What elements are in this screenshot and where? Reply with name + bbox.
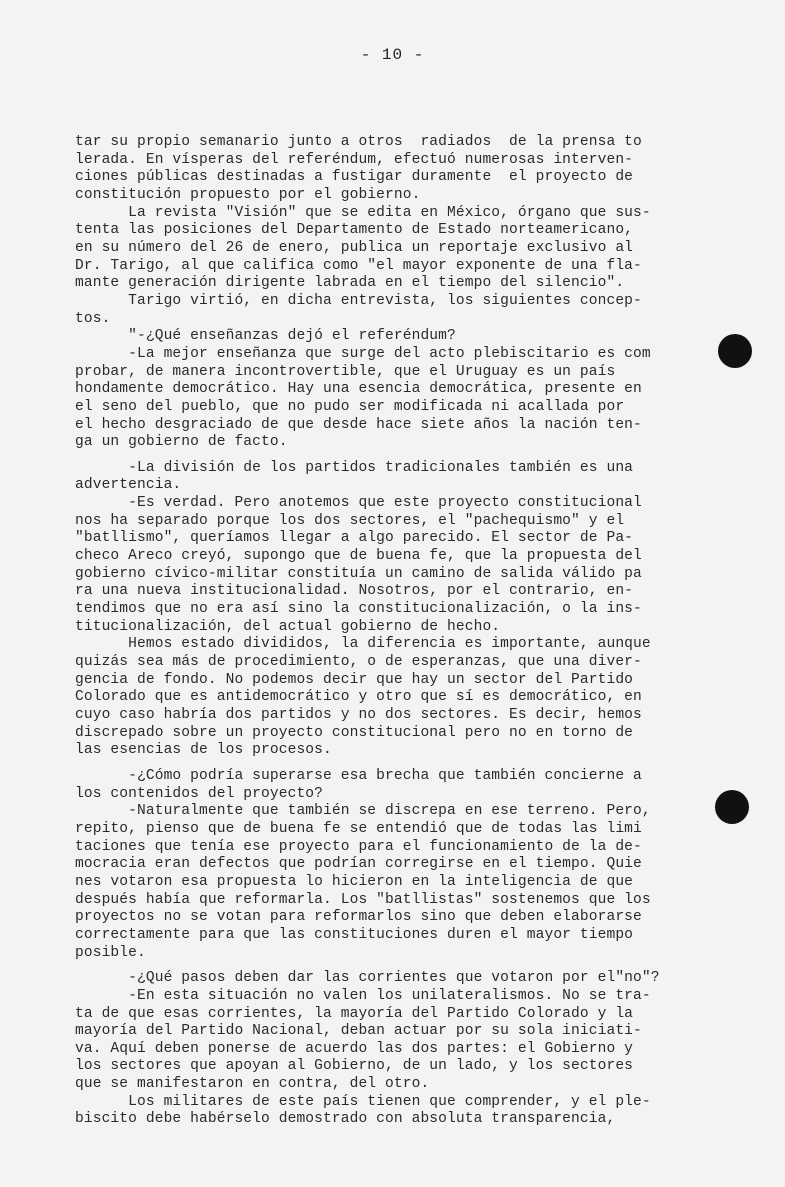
text-line: -¿Qué pasos deben dar las corrientes que votaron por el"no"? bbox=[75, 970, 660, 987]
text-line: repito, pienso que de buena fe se entendió que de todas las limi bbox=[75, 820, 642, 837]
text-line: los contenidos del proyecto? bbox=[75, 785, 324, 802]
page-number: - 10 - bbox=[360, 46, 425, 64]
punch-hole bbox=[715, 790, 749, 824]
text-line: nes votaron esa propuesta lo hicieron en la inteligencia de que bbox=[75, 873, 634, 890]
paragraph-gap bbox=[75, 962, 725, 970]
text-line: titucionalización, del actual gobierno de hecho. bbox=[75, 618, 501, 635]
text-line: "-¿Qué enseñanzas dejó el referéndum? bbox=[75, 328, 456, 345]
text-line: ta de que esas corrientes, la mayoría del Partido Colorado y la bbox=[75, 1005, 634, 1022]
text-line: tos. bbox=[75, 310, 111, 327]
text-line: advertencia. bbox=[75, 477, 182, 494]
text-line: ciones públicas destinadas a fustigar duramente el proyecto de bbox=[75, 169, 634, 186]
text-line: nos ha separado porque los dos sectores, el "pachequismo" y el bbox=[75, 512, 625, 529]
text-line: -La mejor enseñanza que surge del acto plebiscitario es com bbox=[75, 345, 651, 362]
text-line: "batllismo", queríamos llegar a algo parecido. El sector de Pa- bbox=[75, 530, 634, 547]
text-line: Dr. Tarigo, al que califica como "el mayor exponente de una fla- bbox=[75, 257, 642, 274]
text-line: -En esta situación no valen los unilateralismos. No se tra- bbox=[75, 987, 651, 1004]
text-line: Hemos estado divididos, la diferencia es importante, aunque bbox=[75, 636, 651, 653]
text-line: Tarigo virtió, en dicha entrevista, los siguientes concep- bbox=[75, 292, 642, 309]
text-line: -¿Cómo podría superarse esa brecha que también concierne a bbox=[75, 767, 642, 784]
text-line: hondamente democrático. Hay una esencia democrática, presente en bbox=[75, 381, 642, 398]
text-line: lerada. En vísperas del referéndum, efectuó numerosas interven- bbox=[75, 151, 634, 168]
text-line: después había que reformarla. Los "batllistas" sostenemos que los bbox=[75, 891, 651, 908]
text-line: en su número del 26 de enero, publica un reportaje exclusivo al bbox=[75, 239, 634, 256]
text-line: correctamente para que las constituciones duren el mayor tiempo bbox=[75, 926, 634, 943]
text-line: Colorado que es antidemocrático y otro que sí es democrático, en bbox=[75, 689, 642, 706]
text-line: mocracia eran defectos que podrían corregirse en el tiempo. Quie bbox=[75, 856, 642, 873]
text-line: mante generación dirigente labrada en el tiempo del silencio". bbox=[75, 275, 625, 292]
text-line: cuyo caso habría dos partidos y no dos sectores. Es decir, hemos bbox=[75, 707, 642, 723]
text-line: constitución propuesto por el gobierno. bbox=[75, 186, 421, 203]
text-line: -Naturalmente que también se discrepa en ese terreno. Pero, bbox=[75, 803, 651, 820]
text-line: quizás sea más de procedimiento, o de esperanzas, que una diver- bbox=[75, 654, 642, 671]
text-line: taciones que tenía ese proyecto para el funcionamiento de la de- bbox=[75, 838, 642, 855]
text-line: que se manifestaron en contra, del otro. bbox=[75, 1076, 430, 1093]
text-line: tar su propio semanario junto a otros radiados de la prensa to bbox=[75, 134, 642, 150]
text-line: discrepado sobre un proyecto constitucional pero no en torno de bbox=[75, 724, 634, 741]
text-line: las esencias de los procesos. bbox=[75, 742, 332, 759]
text-line: tendimos que no era así sino la constitucionalización, o la ins- bbox=[75, 601, 642, 618]
text-line: el seno del pueblo, que no pudo ser modificada ni acallada por bbox=[75, 398, 625, 415]
text-line: posible. bbox=[75, 944, 146, 961]
text-line: probar, de manera incontrovertible, que el Uruguay es un país bbox=[75, 363, 616, 380]
text-line: ra una nueva institucionalidad. Nosotros, por el contrario, en- bbox=[75, 583, 634, 600]
text-line: va. Aquí deben ponerse de acuerdo las dos partes: el Gobierno y bbox=[75, 1040, 634, 1057]
punch-hole bbox=[718, 334, 752, 368]
text-line: La revista "Visión" que se edita en México, órgano que sus- bbox=[75, 204, 651, 221]
text-line: tenta las posiciones del Departamento de Estado norteamericano, bbox=[75, 222, 634, 239]
text-line: los sectores que apoyan al Gobierno, de un lado, y los sectores bbox=[75, 1058, 634, 1075]
text-line: -Es verdad. Pero anotemos que este proyecto constitucional bbox=[75, 495, 642, 512]
text-line: gencia de fondo. No podemos decir que hay un sector del Partido bbox=[75, 671, 634, 688]
text-line: -La división de los partidos tradicionales también es una bbox=[75, 459, 634, 476]
paragraph-gap bbox=[75, 452, 725, 460]
text-line: ga un gobierno de facto. bbox=[75, 434, 288, 451]
text-line: proyectos no se votan para reformarlos sino que deben elaborarse bbox=[75, 909, 642, 926]
paragraph-gap bbox=[75, 760, 725, 768]
text-line: mayoría del Partido Nacional, deban actuar por su sola iniciati- bbox=[75, 1023, 642, 1040]
text-line: checo Areco creyó, supongo que de buena fe, que la propuesta del bbox=[75, 548, 642, 565]
text-line: gobierno cívico-militar constituía un camino de salida válido pa bbox=[75, 565, 642, 582]
text-line: Los militares de este país tienen que comprender, y el ple- bbox=[75, 1093, 651, 1110]
text-line: biscito debe habérselo demostrado con absoluta transparencia, bbox=[75, 1111, 616, 1128]
body-text bbox=[75, 134, 725, 1129]
text-line: el hecho desgraciado de que desde hace siete años la nación ten- bbox=[75, 416, 642, 433]
